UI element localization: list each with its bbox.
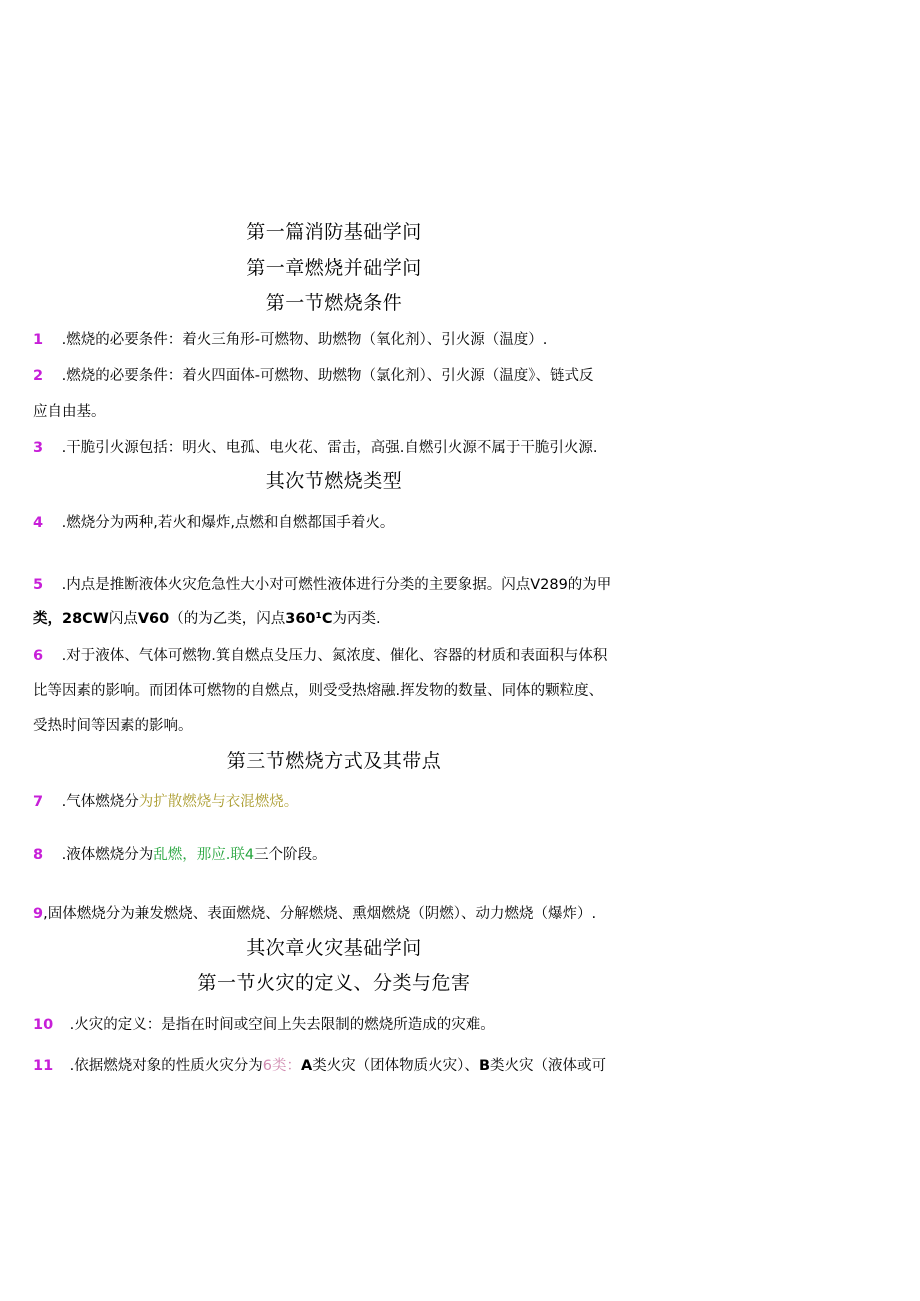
item-number: 11 <box>33 1058 54 1074</box>
list-item-continuation: 应自由基。 <box>33 404 106 420</box>
item-text: .依据燃烧对象的性质火灾分为 <box>69 1058 263 1074</box>
item-text: .火灾的定义：是指在时间或空间上失去限制的燃烧所造成的灾难。 <box>69 1017 495 1033</box>
item-text-bold: A <box>300 1058 313 1074</box>
list-item <box>33 1013 495 1034</box>
item-text-bold: B <box>478 1058 490 1074</box>
list-item <box>33 1054 606 1075</box>
list-item-continuation: 比等因素的影响。而团体可燃物的自燃点，则受受热熔融.挥发物的数量、同体的颗粒度、 <box>33 683 604 699</box>
item-number: 4 <box>33 515 44 531</box>
item-text: .内点是推断液体火灾危急性大小对可燃性液体进行分类的主要象据。闪点V289的为甲 <box>61 577 612 593</box>
list-item-continuation <box>33 607 381 628</box>
item-text: 三个阶段。 <box>254 847 327 863</box>
list-item <box>33 573 611 594</box>
section-title: 第一节火灾的定义、分类与危害 <box>197 972 471 994</box>
item-text: .燃烧的必要条件：着火四面体-可燃物、助燃物（氯化剂）、引火源（温度》、链式反 <box>61 368 594 384</box>
item-text: （的为乙类，闪点 <box>169 611 286 627</box>
item-text: .干脆引火源包括：明火、电孤、电火花、雷击，高强.自燃引火源不属于干脆引火源. <box>61 440 598 456</box>
list-item <box>33 790 298 811</box>
chapter-title: 其次章火灾基础学问 <box>246 937 422 959</box>
chapter-title: 第一章燃烧并础学问 <box>246 257 422 279</box>
section-title: 第一节燃烧条件 <box>265 292 403 314</box>
item-text-highlight: 6类： <box>262 1058 301 1074</box>
item-text: .液体燃烧分为 <box>61 847 154 863</box>
list-item <box>33 902 596 923</box>
item-text-bold: 360¹C <box>285 611 333 627</box>
list-item <box>33 511 394 532</box>
item-number: 5 <box>33 577 44 593</box>
item-text: ,固体燃烧分为兼发燃烧、表面燃烧、分解燃烧、熏烟燃烧（阴燃）、动力燃烧（爆炸）. <box>43 906 597 922</box>
item-number: 1 <box>33 332 44 348</box>
list-item <box>33 328 547 349</box>
item-text-bold: V60 <box>137 611 170 627</box>
item-text: .燃烧分为两种,若火和爆炸,点燃和自燃都国手着火。 <box>61 515 395 531</box>
item-text: 类火灾（团体物质火灾）、 <box>312 1058 479 1074</box>
item-number: 8 <box>33 847 44 863</box>
item-text: .对于液体、气体可燃物.箕自燃点殳压力、氮浓度、催化、容器的材质和表面积与体积 <box>61 648 608 664</box>
item-text-highlight: 为扩散燃烧与衣混燃烧。 <box>138 794 299 810</box>
item-text: 闪点 <box>108 611 138 627</box>
list-item <box>33 843 327 864</box>
item-number: 7 <box>33 794 44 810</box>
item-number: 3 <box>33 440 44 456</box>
item-text: 为丙类. <box>332 611 381 627</box>
item-number: 2 <box>33 368 44 384</box>
list-item <box>33 436 597 457</box>
item-text-highlight: 乱燃，那应.联4 <box>153 847 255 863</box>
item-text: .气体燃烧分 <box>61 794 139 810</box>
item-number: 6 <box>33 648 44 664</box>
section-title: 第三节燃烧方式及其带点 <box>226 750 442 772</box>
item-text: .燃烧的必要条件：着火三角形-可燃物、助燃物（氧化剂）、引火源（温度）. <box>61 332 548 348</box>
list-item <box>33 364 593 385</box>
list-item <box>33 644 607 665</box>
list-item-continuation: 受热时间等因素的影响。 <box>33 718 193 734</box>
part-title: 第一篇消防基础学问 <box>246 221 422 243</box>
item-number: 10 <box>33 1017 54 1033</box>
item-text: 类火灾（液体或可 <box>490 1058 606 1074</box>
section-title: 其次节燃烧类型 <box>265 470 403 492</box>
item-number: 9 <box>33 906 44 922</box>
item-text-bold: 类，28CW <box>33 611 109 627</box>
